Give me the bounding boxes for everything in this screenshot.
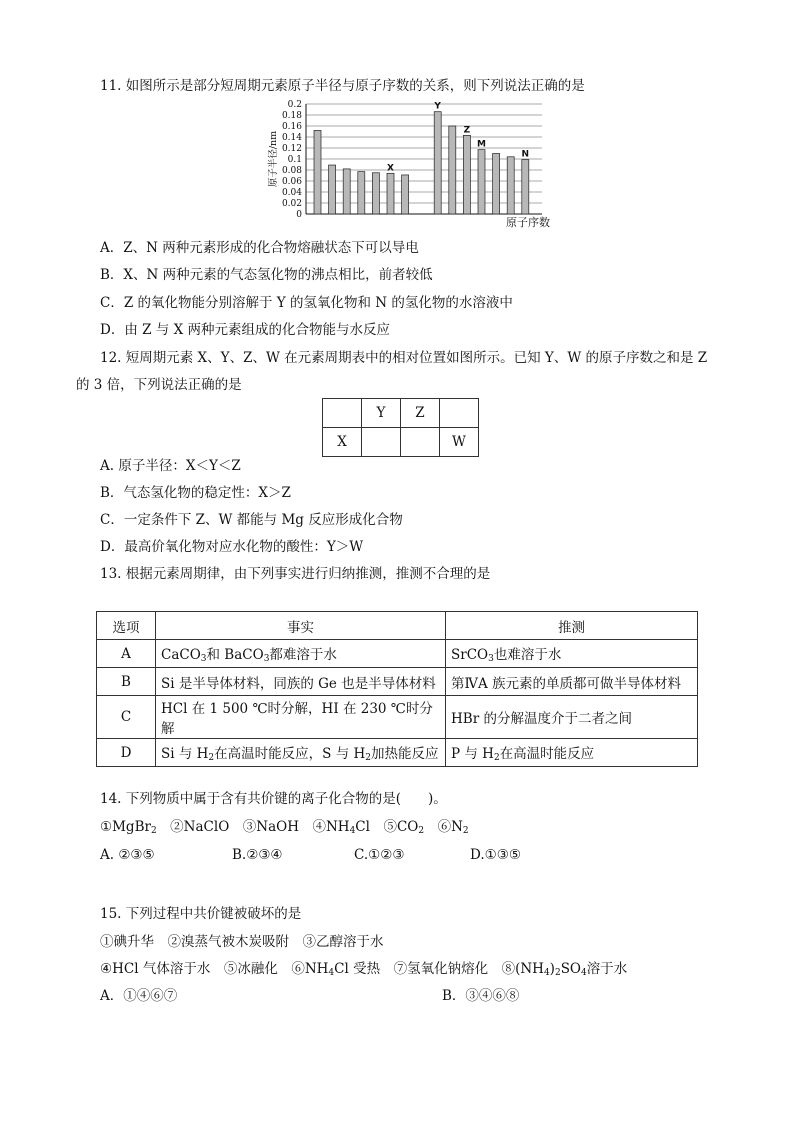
- q12-option-b: B．气态氢化物的稳定性：X＞Z: [100, 485, 291, 501]
- q11-option-b: B．X、N 两种元素的气态氢化物的沸点相比，前者较低: [100, 267, 433, 283]
- q12-stem-line1: 12. 短周期元素 X、Y、Z、W 在元素周期表中的相对位置如图所示。已知 Y、W 的原子序数之和是 Z: [100, 350, 708, 366]
- bar: [402, 175, 409, 214]
- y-tick-label: 0.02: [281, 199, 302, 209]
- pt-cell: [323, 399, 362, 428]
- pt-cell-x: X: [323, 428, 362, 457]
- y-tick-label: 0.1: [287, 155, 302, 165]
- bar-label: Z: [463, 125, 471, 136]
- bar-label: M: [477, 139, 486, 150]
- q13-fact: HCl 在 1 500 ℃时分解，HI 在 230 ℃时分解: [156, 696, 446, 739]
- q15-choice-b: B．③④⑥⑧: [442, 988, 520, 1004]
- q14-items: ①MgBr$_2$ ②NaClO ③NaOH $④NH_4Cl$ $⑤CO_2$ $⑥N_2$: [100, 819, 469, 836]
- bar-label: Y: [434, 101, 441, 112]
- q13-fact: Si 与 $H_2$在高温时能反应，S 与 $H_2$加热能反应: [156, 739, 446, 767]
- bar: [358, 172, 365, 214]
- y-tick-label: 0.18: [281, 111, 302, 121]
- q11-option-c: C．Z 的氧化物能分别溶解于 Y 的氢氧化物和 N 的氢化物的水溶液中: [100, 295, 513, 311]
- q14-choice-a: A. ②③⑤: [100, 847, 155, 863]
- q12-stem-line2: 的 3 倍，下列说法正确的是: [76, 377, 242, 393]
- q13-table: [96, 611, 698, 767]
- table-row: [97, 696, 698, 739]
- bar: [387, 173, 394, 214]
- bar: [329, 165, 336, 214]
- table-row: [97, 668, 698, 696]
- atomic-radius-chart: [266, 98, 566, 233]
- y-axis-label: 原子半径/nm: [268, 130, 279, 188]
- bar: [434, 112, 441, 214]
- q11-option-a: A．Z、N 两种元素形成的化合物熔融状态下可以导电: [100, 240, 419, 256]
- pt-cell: [362, 428, 401, 457]
- q12-option-a: A. 原子半径：X＜Y＜Z: [100, 458, 241, 474]
- q13-guess: 第ⅣA 族元素的单质都可做半导体材料: [446, 668, 698, 696]
- bar: [449, 126, 456, 214]
- bar-label: N: [521, 149, 530, 160]
- bar: [372, 173, 379, 214]
- q13-stem: 13. 根据元素周期律，由下列事实进行归纳推测，推测不合理的是: [100, 566, 491, 582]
- pt-cell-y: Y: [362, 399, 401, 428]
- pt-cell: [440, 399, 479, 428]
- q11-stem: 11. 如图所示是部分短周期元素原子半径与原子序数的关系，则下列说法正确的是: [100, 78, 585, 94]
- bar: [478, 150, 485, 214]
- table-row: [97, 739, 698, 767]
- y-tick-label: 0.14: [281, 133, 302, 143]
- q13-guess: SrCO$_3$也难溶于水: [446, 640, 698, 668]
- bar: [493, 154, 500, 215]
- bar: [522, 160, 529, 214]
- bar: [314, 130, 321, 214]
- bar-label: X: [387, 163, 394, 174]
- q15-line2: ④HCl 气体溶于水 ⑤冰融化 $⑥NH_4Cl$ 受热 ⑦氢氧化钠熔化 $⑧(NH_4)_2SO_4$溶于水: [100, 961, 628, 978]
- q13-fact: Si 是半导体材料，同族的 Ge 也是半导体材料: [156, 668, 446, 696]
- table-row: [97, 640, 698, 668]
- q13-opt: C: [97, 696, 156, 739]
- q12-option-c: C．一定条件下 Z、W 都能与 Mg 反应形成化合物: [100, 512, 403, 528]
- bar: [507, 157, 514, 214]
- pt-cell-z: Z: [401, 399, 440, 428]
- y-tick-label: 0: [296, 210, 302, 220]
- q15-choice-a: A．①④⑥⑦: [100, 988, 178, 1004]
- q14-choice-c: C.①②③: [354, 847, 405, 863]
- bar: [343, 169, 350, 214]
- q14-stem: 14. 下列物质中属于含有共价键的离子化合物的是( )。: [100, 791, 447, 807]
- pt-cell: [401, 428, 440, 457]
- q13-guess: P 与 $H_2$在高温时能反应: [446, 739, 698, 767]
- y-tick-label: 0.06: [281, 177, 302, 187]
- q13-fact: CaCO$_3$和 BaCO$_3$都难溶于水: [156, 640, 446, 668]
- q12-option-d: D．最高价氧化物对应水化物的酸性：Y＞W: [100, 539, 364, 555]
- pt-cell-w: W: [440, 428, 479, 457]
- q15-line1: ①碘升华 ②溴蒸气被木炭吸附 ③乙醇溶于水: [100, 934, 384, 950]
- q13-opt: B: [97, 668, 156, 696]
- periodic-position-table: [322, 398, 479, 457]
- y-tick-label: 0.08: [281, 166, 302, 176]
- q13-header-guess: 推测: [446, 612, 698, 640]
- y-tick-label: 0.2: [287, 100, 302, 110]
- bar: [463, 135, 470, 214]
- q15-stem: 15. 下列过程中共价键被破坏的是: [100, 906, 302, 922]
- y-tick-label: 0.12: [281, 144, 302, 154]
- y-tick-label: 0.16: [281, 122, 302, 132]
- q13-opt: D: [97, 739, 156, 767]
- q13-header-fact: 事实: [156, 612, 446, 640]
- q13-opt: A: [97, 640, 156, 668]
- y-tick-label: 0.04: [281, 188, 302, 198]
- q13-header-option: 选项: [97, 612, 156, 640]
- q14-choice-b: B.②③④: [232, 847, 283, 863]
- q14-choice-d: D.①③⑤: [470, 847, 521, 863]
- x-axis-label: 原子序数: [506, 216, 550, 229]
- q11-option-d: D．由 Z 与 X 两种元素组成的化合物能与水反应: [100, 322, 390, 338]
- q13-guess: HBr 的分解温度介于二者之间: [446, 696, 698, 739]
